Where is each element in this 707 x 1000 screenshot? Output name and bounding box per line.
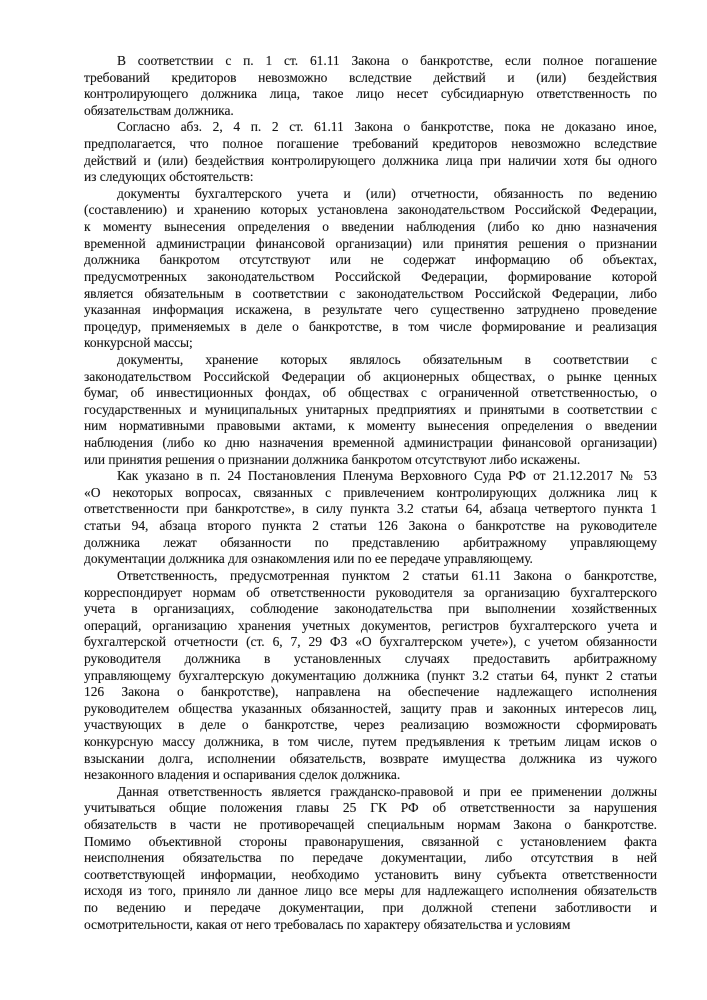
text-line: операций, организацию хранения учетных документов, регистров бухгалтерского учета и	[84, 617, 657, 633]
text-line: законодательством Российской Федерации об акционерных обществах, о рынке ценных	[84, 368, 657, 384]
text-line: действий и (или) бездействия контролирующего должника лица при наличии хотя бы одного	[84, 152, 657, 168]
text-line: обязательствам должника.	[84, 102, 234, 118]
paragraph-4	[84, 352, 657, 468]
text-line: соответствующей информации, необходимо установить вину субъекта ответственности	[84, 866, 657, 882]
paragraph-6	[84, 568, 657, 784]
text-line: Помимо объективной стороны правонарушения, связанной с установлением факта	[84, 833, 657, 849]
text-line: Данная ответственность является гражданско-правовой и при ее применении должны	[117, 783, 657, 799]
paragraph-3	[84, 186, 657, 352]
text-line: конкурсной массы;	[84, 335, 193, 351]
text-line: взыскании долга, исполнении обязательств, возврате имущества должника из чужого	[84, 750, 657, 766]
text-line: «О некоторых вопросах, связанных с привлечением контролирующих должника лиц к	[84, 484, 657, 500]
text-line: или принятия решения о признании должника банкротом отсутствуют либо искажены.	[84, 451, 581, 467]
text-line: документации должника для ознакомления или по ее передаче управляющему.	[84, 551, 533, 567]
text-line: руководителем общества указанных обязанностей, защиту прав и законных интересов лиц,	[84, 700, 657, 716]
text-line: документы, хранение которых являлось обязательным в соответствии с	[117, 351, 657, 367]
paragraph-7	[84, 784, 657, 933]
text-line: управляющему бухгалтерскую документацию должника (пункт 3.2 статьи 64, пункт 2 статьи	[84, 667, 657, 683]
text-line: процедур, применяемых в деле о банкротстве, в том числе формирование и реализация	[84, 318, 657, 334]
text-line: руководителя должника в установленных случаях предоставить арбитражному	[84, 650, 657, 666]
paragraph-2	[84, 119, 657, 185]
text-line: предусмотренных законодательством Российской Федерации, формирование которой	[84, 268, 657, 284]
text-line: (составлению) и хранению которых установлена законодательством Российской Федерации,	[84, 202, 657, 218]
text-line: документы бухгалтерского учета и (или) отчетности, обязанность по ведению	[117, 185, 657, 201]
text-line: конкурсную массу должника, в том числе, путем предъявления к третьим лицам исков о	[84, 733, 657, 749]
text-line: к моменту вынесения определения о введении наблюдения (либо ко дню назначения	[84, 219, 657, 235]
text-line: 126 Закона о банкротстве), направлена на обеспечение надлежащего исполнения	[84, 684, 657, 700]
text-line: является обязательным в соответствии с законодательством Российской Федерации, либо	[84, 285, 657, 301]
text-line: исходя из того, приняло ли данное лицо все меры для надлежащего исполнения обязательств	[84, 883, 657, 899]
text-line: учитываться общие положения главы 25 ГК РФ об ответственности за нарушения	[84, 800, 657, 816]
text-line: указанная информация искажена, в результате чего существенно затруднено проведение	[84, 302, 657, 318]
text-line: предполагается, что полное погашение требований кредиторов невозможно вследствие	[84, 136, 657, 152]
paragraph-1	[84, 53, 657, 119]
text-line: ним нормативными правовыми актами, к моменту вынесения определения о введении	[84, 418, 657, 434]
text-line: Ответственность, предусмотренная пунктом 2 статьи 61.11 Закона о банкротстве,	[117, 567, 657, 583]
text-line: Согласно абз. 2, 4 п. 2 ст. 61.11 Закона о банкротстве, пока не доказано иное,	[117, 119, 657, 135]
text-line: должника лежат обязанности по представлению арбитражному управляющему	[84, 534, 657, 550]
text-line: требований кредиторов невозможно вследствие действий и (или) бездействия	[84, 69, 657, 85]
text-line: бухгалтерской отчетности (ст. 6, 7, 29 ФЗ «О бухгалтерском учете»), с учетом обязанности	[84, 634, 657, 650]
text-line: незаконного владения и оспаривания сделок должника.	[84, 767, 401, 783]
paragraph-5	[84, 468, 657, 568]
text-line: контролирующего должника лица, такое лицо несет субсидиарную ответственность по	[84, 86, 657, 102]
text-line: государственных и муниципальных унитарных предприятиях и принятыми в соответствии с	[84, 401, 657, 417]
text-line: осмотрительности, какая от него требовалась по характеру обязательства и условиям	[84, 916, 571, 932]
text-line: должника банкротом отсутствуют или не содержат информацию об объектах,	[84, 252, 657, 268]
text-line: В соответствии с п. 1 ст. 61.11 Закона о банкротстве, если полное погашение	[117, 53, 657, 68]
text-line: наблюдения (либо ко дню назначения временной администрации финансовой организации)	[84, 435, 657, 451]
text-line: неисполнения обязательства по передаче документации, либо отсутствия в ней	[84, 850, 657, 866]
text-line: бумаг, об инвестиционных фондах, об обществах с ограниченной ответственностью, о	[84, 385, 657, 401]
text-line: ответственности при банкротстве», в силу пункта 3.2 статьи 64, абзаца четвертого пункта 1	[84, 501, 657, 517]
text-line: участвующих в деле о банкротстве, через реализацию возможности сформировать	[84, 717, 657, 733]
text-line: учета в организациях, соблюдение законодательства при выполнении хозяйственных	[84, 601, 657, 617]
text-line: из следующих обстоятельств:	[84, 169, 254, 185]
document-body	[84, 53, 657, 933]
text-line: временной администрации финансовой организации) или принятия решения о признании	[84, 235, 657, 251]
text-line: Как указано в п. 24 Постановления Пленума Верховного Суда РФ от 21.12.2017 № 53	[117, 468, 657, 484]
text-line: статьи 94, абзаца второго пункта 2 статьи 126 Закона о банкротстве на руководителе	[84, 518, 657, 534]
text-line: корреспондирует нормам об ответственности руководителя за организацию бухгалтерского	[84, 584, 657, 600]
text-line: по ведению и передаче документации, при должной степени заботливости и	[84, 900, 657, 916]
text-line: обязательств в части не противоречащей специальным нормам Закона о банкротстве.	[84, 817, 657, 833]
